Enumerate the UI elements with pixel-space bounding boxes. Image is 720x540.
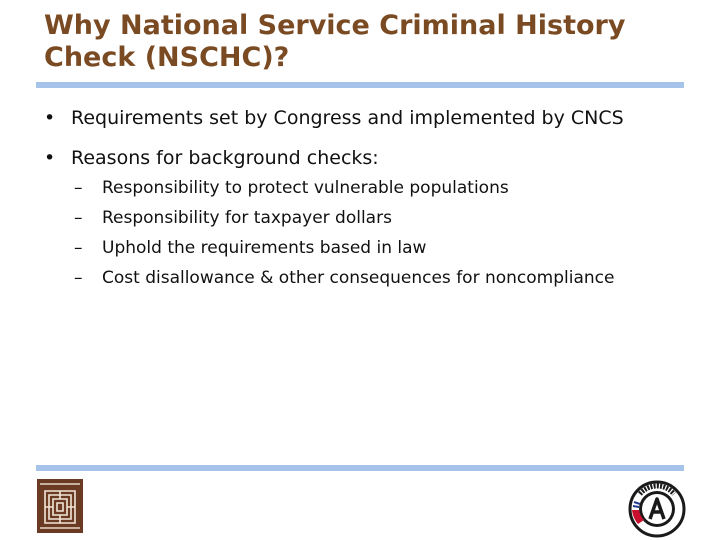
- sub-bullet-text: Responsibility to protect vulnerable populations: [102, 178, 509, 198]
- sub-glyph: –: [74, 208, 83, 228]
- mass-service-alliance-logo: [37, 479, 83, 533]
- bullet-text: Reasons for background checks:: [71, 147, 379, 169]
- sub-bullet-text: Responsibility for taxpayer dollars: [102, 208, 392, 228]
- sub-bullet: [44, 236, 674, 260]
- bullet-reasons: [44, 146, 674, 171]
- reasons-list: [44, 176, 674, 290]
- americorps-logo: [628, 480, 686, 538]
- slide-body: [44, 106, 674, 296]
- sub-bullet: [44, 266, 674, 290]
- sub-bullet: [44, 176, 674, 200]
- sub-glyph: –: [74, 268, 83, 288]
- sub-bullet: [44, 206, 674, 230]
- maze-pattern-icon: [37, 479, 83, 533]
- bullet-glyph: •: [44, 147, 56, 169]
- sub-bullet-text: Uphold the requirements based in law: [102, 238, 427, 258]
- sub-glyph: –: [74, 238, 83, 258]
- bullet-text: Requirements set by Congress and implemented by CNCS: [71, 107, 624, 129]
- footer-divider: [36, 465, 684, 471]
- americorps-seal-icon: [628, 480, 686, 538]
- sub-bullet-text: Cost disallowance & other consequences for noncompliance: [102, 268, 615, 288]
- bullet-requirements: [44, 106, 674, 131]
- title-divider: [36, 82, 684, 88]
- bullet-glyph: •: [44, 107, 56, 129]
- slide-title: Why National Service Criminal History Check (NSCHC)?: [44, 10, 626, 73]
- sub-glyph: –: [74, 178, 83, 198]
